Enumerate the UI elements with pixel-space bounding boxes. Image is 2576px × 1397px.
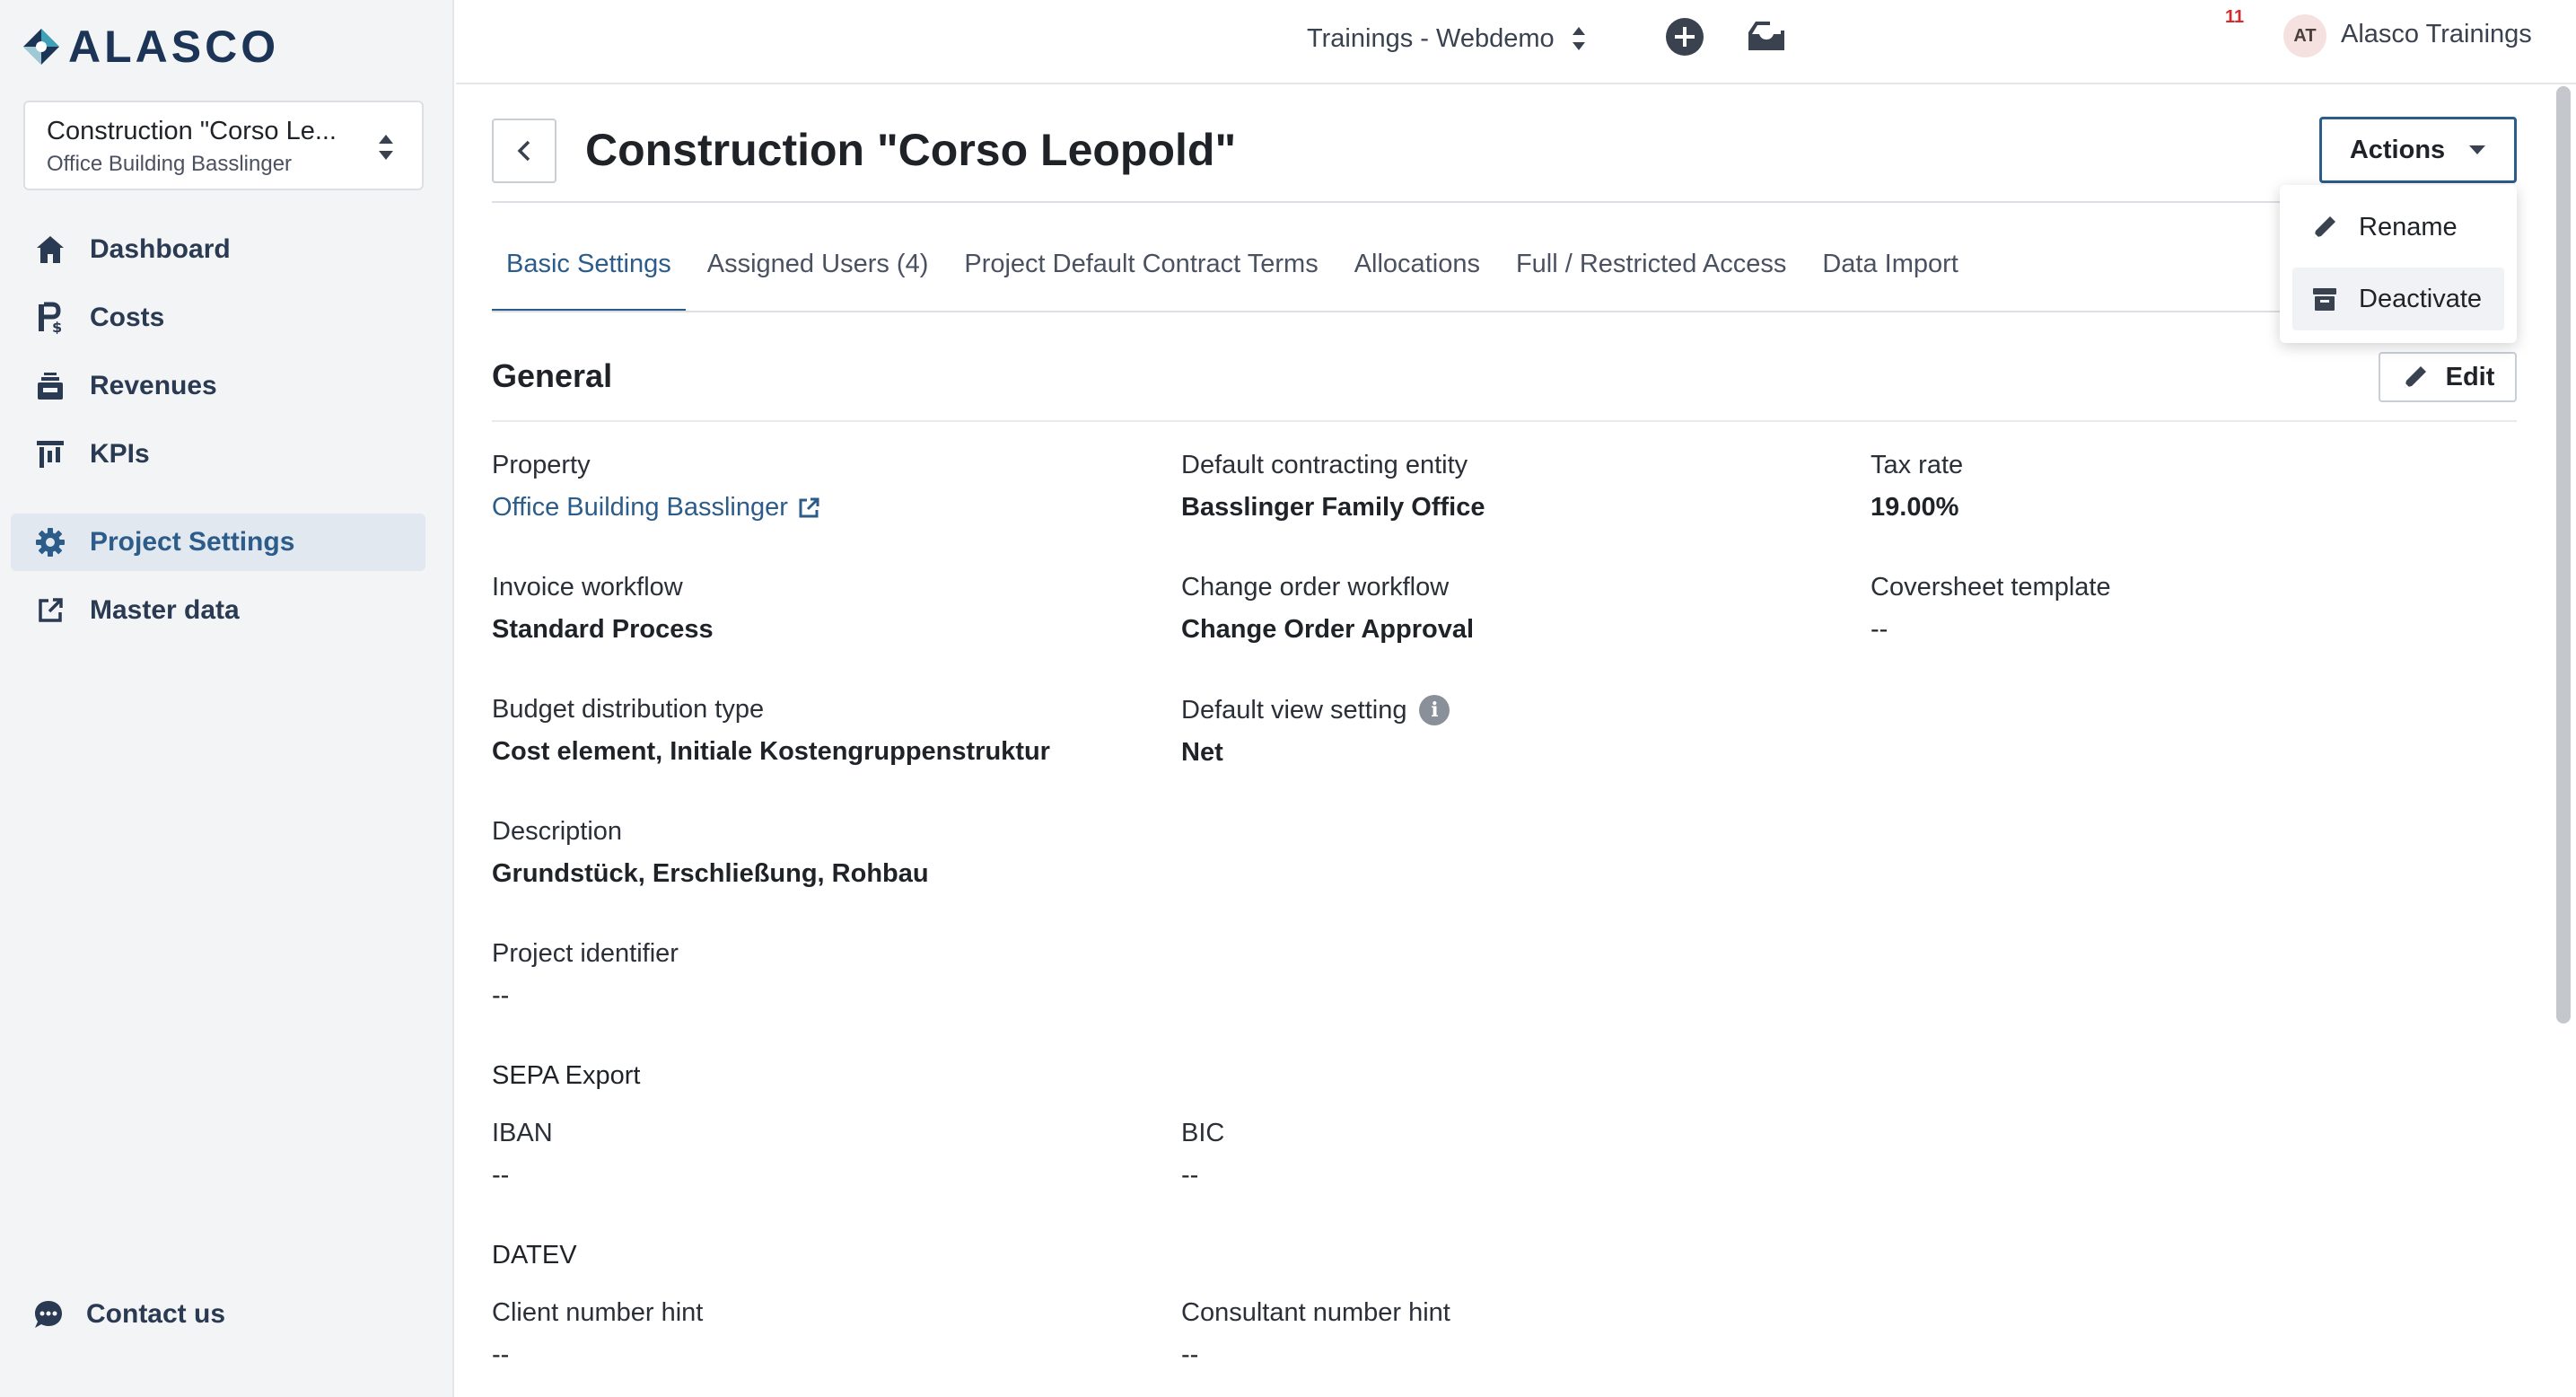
- actions-button[interactable]: [2319, 117, 2517, 183]
- inbox-icon[interactable]: [1743, 13, 1790, 59]
- field-label: Description: [492, 817, 623, 846]
- sidebar-item-master-data[interactable]: [11, 582, 425, 639]
- alasco-logo-icon: [22, 27, 61, 66]
- tab-default-contract-terms[interactable]: Project Default Contract Terms: [964, 250, 1319, 278]
- section-title-general: General: [492, 357, 613, 394]
- sort-arrows-icon: [377, 133, 395, 162]
- field-value: --: [1181, 1161, 1199, 1190]
- edit-label: Edit: [2445, 362, 2495, 391]
- add-circle-icon[interactable]: [1664, 16, 1705, 57]
- sidebar-item-kpis[interactable]: [11, 426, 425, 483]
- subsection-title-sepa: SEPA Export: [492, 1061, 641, 1090]
- field-label: BIC: [1181, 1119, 1225, 1147]
- sidebar-nav: [11, 221, 425, 650]
- pencil-icon: [2310, 213, 2339, 242]
- field-bic: [1181, 1119, 1224, 1191]
- field-invoice-workflow: [492, 573, 714, 645]
- field-property: [492, 451, 820, 523]
- field-tax-rate: [1871, 451, 1963, 523]
- tab-basic-settings[interactable]: Basic Settings: [492, 235, 686, 312]
- sidebar-item-label: Project Settings: [90, 527, 295, 557]
- field-change-order-workflow: [1181, 573, 1474, 645]
- field-label: Default contracting entity: [1181, 451, 1468, 479]
- project-picker[interactable]: [23, 101, 424, 190]
- tab-assigned-users[interactable]: Assigned Users (4): [706, 250, 929, 278]
- property-link[interactable]: [492, 493, 820, 523]
- field-label: Property: [492, 451, 591, 479]
- contact-us-label: Contact us: [86, 1299, 226, 1329]
- field-label: Coversheet template: [1871, 573, 2111, 602]
- field-consultant-number-hint: [1181, 1298, 1450, 1370]
- sidebar-item-label: Costs: [90, 303, 165, 332]
- field-coversheet-template: [1871, 573, 2111, 645]
- avatar[interactable]: AT: [2283, 14, 2326, 57]
- field-value: --: [1181, 1340, 1199, 1369]
- edit-button[interactable]: [2379, 352, 2517, 402]
- field-value: Change Order Approval: [1181, 615, 1475, 644]
- user-name[interactable]: Alasco Trainings: [2341, 20, 2532, 48]
- field-budget-distribution: [492, 695, 1050, 767]
- tabs-divider: [492, 311, 2517, 312]
- sort-arrows-icon: [1571, 25, 1587, 52]
- field-client-number-hint: [492, 1298, 703, 1370]
- menu-item-deactivate[interactable]: [2292, 268, 2504, 330]
- sidebar-item-label: KPIs: [90, 439, 150, 469]
- tenant-switcher[interactable]: [1307, 20, 1587, 57]
- pencil-icon: [2401, 363, 2430, 391]
- menu-item-label: Rename: [2359, 212, 2458, 242]
- field-value: Cost element, Initiale Kostengruppenstruktur: [492, 737, 1050, 766]
- field-label: Budget distribution type: [492, 695, 765, 724]
- external-link-icon: [797, 496, 820, 520]
- tab-data-import[interactable]: Data Import: [1822, 250, 1958, 278]
- project-picker-subtitle: Office Building Basslinger: [47, 152, 293, 176]
- property-link-text: Office Building Basslinger: [492, 493, 788, 522]
- costs-icon: [32, 300, 68, 336]
- actions-dropdown-menu: [2280, 185, 2517, 343]
- back-button[interactable]: [492, 119, 556, 183]
- field-label: Client number hint: [492, 1298, 704, 1327]
- field-value: Standard Process: [492, 615, 714, 644]
- svg-text:$: $: [52, 319, 63, 334]
- caret-down-icon: [2468, 145, 2486, 155]
- chart-icon: [32, 436, 68, 472]
- field-project-identifier: [492, 939, 679, 1011]
- revenues-icon: [32, 368, 68, 404]
- tenant-name: Trainings - Webdemo: [1307, 23, 1555, 53]
- sidebar-item-costs[interactable]: [11, 289, 425, 347]
- field-value: Grundstück, Erschließung, Rohbau: [492, 859, 929, 888]
- field-label: IBAN: [492, 1119, 553, 1147]
- menu-item-label: Deactivate: [2359, 284, 2483, 313]
- tab-access[interactable]: Full / Restricted Access: [1515, 250, 1787, 278]
- field-label: Tax rate: [1871, 451, 1964, 479]
- sidebar-item-revenues[interactable]: [11, 357, 425, 415]
- field-label: Consultant number hint: [1181, 1298, 1450, 1327]
- menu-item-rename[interactable]: [2292, 196, 2504, 259]
- field-label: Project identifier: [492, 939, 679, 968]
- chevron-left-icon: [515, 138, 533, 163]
- field-iban: [492, 1119, 553, 1191]
- contact-us-button[interactable]: [32, 1298, 225, 1331]
- project-picker-title: Construction "Corso Le...: [47, 117, 337, 145]
- sidebar-item-label: Master data: [90, 595, 240, 625]
- sidebar-item-label: Dashboard: [90, 234, 231, 264]
- sidebar-item-project-settings[interactable]: [11, 514, 425, 571]
- section-divider: [492, 420, 2517, 422]
- field-value: --: [1871, 615, 1888, 644]
- tab-bar: [492, 235, 1980, 312]
- sidebar: [0, 0, 454, 1397]
- field-label: Default view setting: [1181, 695, 1407, 725]
- field-value: --: [492, 1161, 510, 1190]
- field-value: 19.00%: [1871, 493, 1959, 522]
- info-icon[interactable]: i: [1419, 695, 1450, 725]
- field-value: Net: [1181, 738, 1223, 767]
- scrollbar[interactable]: [2556, 86, 2571, 1024]
- field-label: Change order workflow: [1181, 573, 1450, 602]
- chat-icon: [32, 1298, 65, 1331]
- actions-label: Actions: [2349, 135, 2446, 164]
- sidebar-item-dashboard[interactable]: [11, 221, 425, 278]
- field-value: --: [492, 981, 510, 1010]
- gear-icon: [32, 524, 68, 560]
- tab-allocations[interactable]: Allocations: [1354, 250, 1480, 278]
- field-contracting-entity: [1181, 451, 1485, 523]
- logo-text: ALASCO: [68, 22, 280, 72]
- field-description: [492, 817, 929, 889]
- field-label-row: [1181, 695, 1450, 725]
- header-divider: [492, 201, 2517, 203]
- home-icon: [32, 232, 68, 268]
- subsection-title-datev: DATEV: [492, 1241, 577, 1270]
- page-title: Construction "Corso Leopold": [585, 125, 1237, 175]
- alasco-logo[interactable]: [22, 23, 279, 70]
- field-label: Invoice workflow: [492, 573, 683, 602]
- archive-icon: [2310, 285, 2339, 313]
- external-link-icon: [32, 593, 68, 628]
- field-value: --: [492, 1340, 510, 1369]
- field-value: Basslinger Family Office: [1181, 493, 1485, 522]
- notification-badge: 11: [2225, 7, 2245, 27]
- sidebar-item-label: Revenues: [90, 371, 217, 400]
- field-default-view: [1181, 695, 1450, 768]
